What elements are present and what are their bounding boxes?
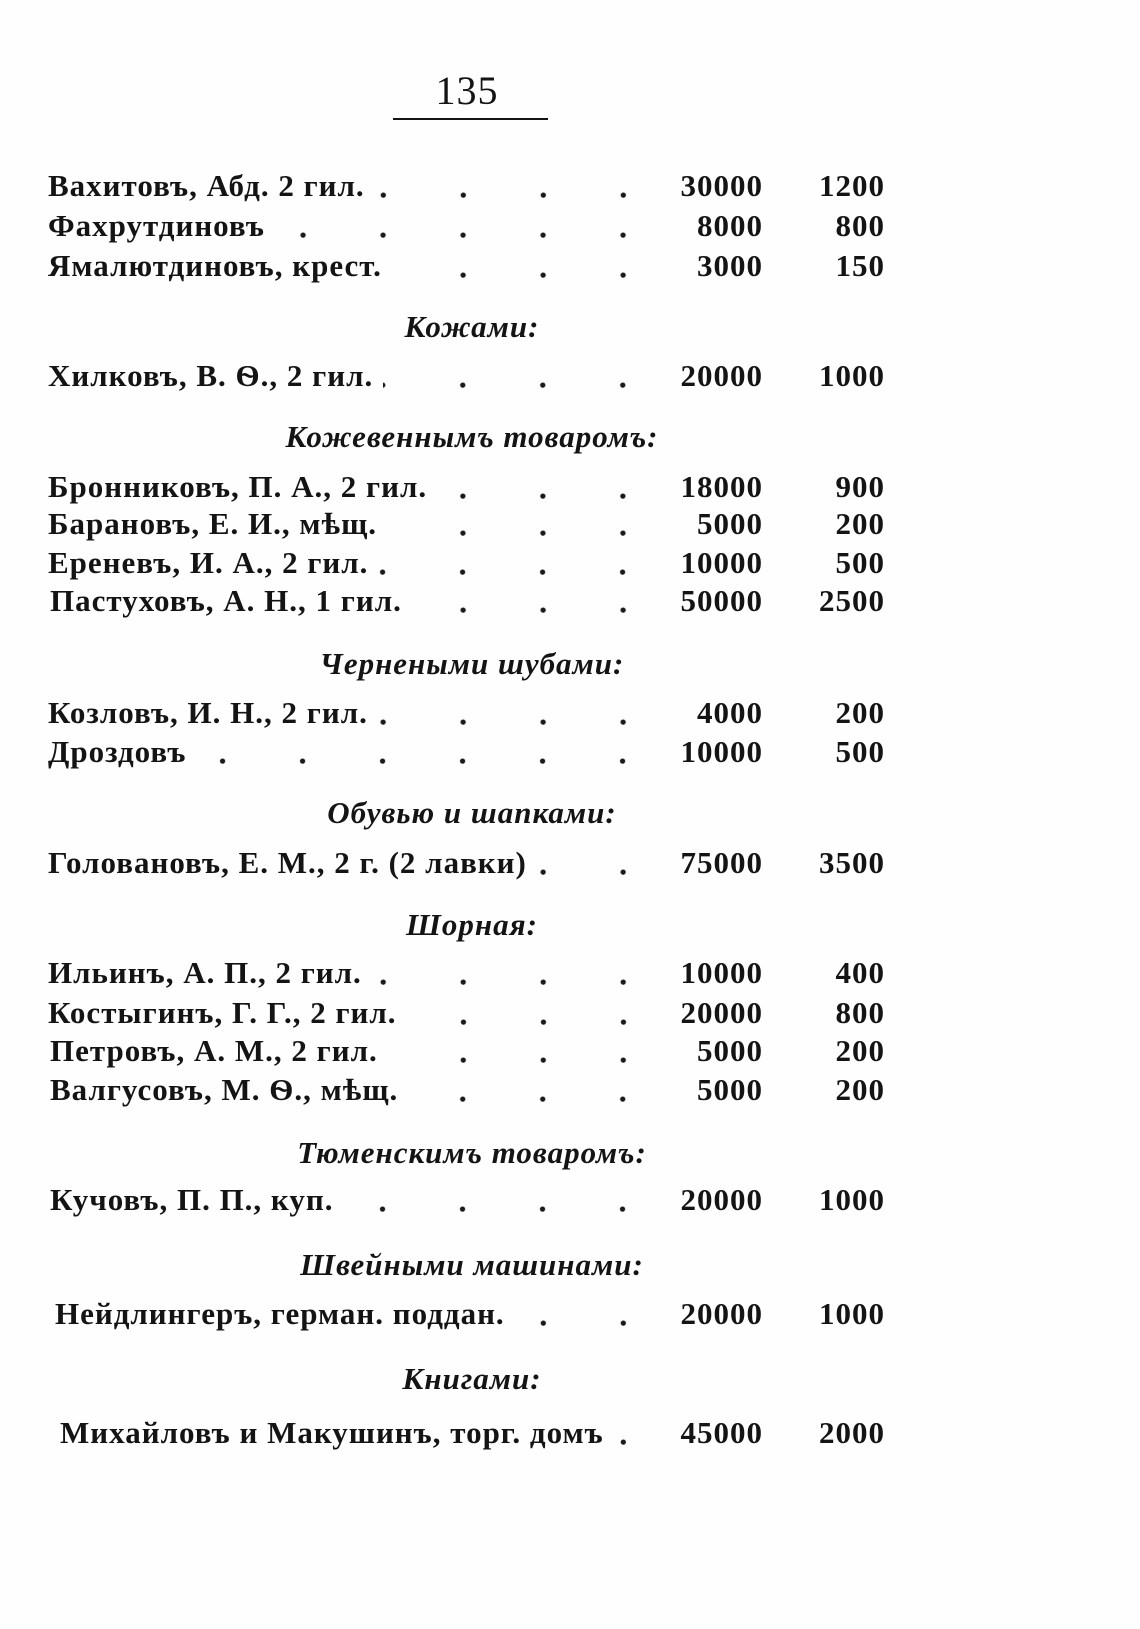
entry-row <box>50 1181 885 1219</box>
entry-row <box>55 1295 885 1333</box>
entry-amount: 8000 <box>697 208 763 243</box>
page-number-rule <box>393 118 548 120</box>
section-heading: Кожами: <box>404 309 540 344</box>
leader-dots <box>378 544 663 582</box>
leader-dots <box>388 1032 663 1070</box>
entry-row <box>48 207 885 245</box>
entry-name: Головановъ, Е. М., 2 г. (2 лавки) <box>48 845 527 880</box>
entry-tax: 1000 <box>819 1296 885 1331</box>
entry-row <box>48 733 885 771</box>
entry-row <box>48 954 885 992</box>
entry-row <box>50 1071 885 1109</box>
leader-dots <box>372 954 663 992</box>
entry-tax: 1000 <box>819 1182 885 1217</box>
entry-amount: 30000 <box>680 168 763 203</box>
entry-amount: 10000 <box>680 955 763 990</box>
entry-row <box>48 544 885 582</box>
entry-name: Михайловъ и Макушинъ, торг. домъ <box>60 1415 604 1450</box>
entry-row <box>48 994 885 1032</box>
entry-row <box>48 247 885 285</box>
entry-name: Козловъ, И. Н., 2 гил. <box>48 695 368 730</box>
entry-tax: 800 <box>835 208 885 243</box>
entry-tax: 2500 <box>819 583 885 618</box>
entry-name: Пастуховъ, А. Н., 1 гил. <box>50 583 402 618</box>
entry-amount: 5000 <box>697 506 763 541</box>
entry-row <box>48 505 885 543</box>
section-heading: Обувью и шапками: <box>327 795 617 830</box>
section-heading: Швейными машинами: <box>300 1247 644 1282</box>
entry-name: Валгусовъ, М. Ѳ., мѣщ. <box>50 1072 399 1107</box>
entry-amount: 5000 <box>697 1033 763 1068</box>
entry-tax: 200 <box>835 1033 885 1068</box>
leader-dots <box>407 994 663 1032</box>
entry-tax: 800 <box>835 995 885 1030</box>
entry-row <box>50 582 885 620</box>
entry-tax: 500 <box>835 734 885 769</box>
leader-dots <box>412 582 663 620</box>
section-heading: Тюменскимъ товаромъ: <box>297 1135 647 1170</box>
entry-amount: 4000 <box>697 695 763 730</box>
leader-dots <box>437 468 663 506</box>
section-heading: Книгами: <box>402 1361 542 1396</box>
leader-dots <box>392 247 663 285</box>
entry-amount: 3000 <box>697 248 763 283</box>
entry-tax: 200 <box>835 506 885 541</box>
entry-tax: 900 <box>835 469 885 504</box>
entry-tax: 500 <box>835 545 885 580</box>
entry-name: Барановъ, Е. И., мѣщ. <box>48 506 378 541</box>
entry-tax: 3500 <box>819 845 885 880</box>
entry-row <box>48 167 885 205</box>
entry-tax: 200 <box>835 695 885 730</box>
leader-dots <box>614 1414 663 1452</box>
entry-amount: 10000 <box>680 734 763 769</box>
entry-amount: 10000 <box>680 545 763 580</box>
entry-row <box>48 468 885 506</box>
entry-amount: 50000 <box>680 583 763 618</box>
entry-amount: 20000 <box>680 995 763 1030</box>
leader-dots <box>515 1295 663 1333</box>
leader-dots <box>387 505 663 543</box>
leader-dots <box>275 207 663 245</box>
leader-dots <box>343 1181 663 1219</box>
leader-dots <box>378 694 663 732</box>
section-heading: Шорная: <box>406 907 538 942</box>
leader-dots <box>375 167 663 205</box>
entry-name: Ильинъ, А. П., 2 гил. <box>48 955 362 990</box>
entry-row <box>50 1032 885 1070</box>
entry-name: Ямалютдиновъ, крест. <box>48 248 382 283</box>
entry-tax: 200 <box>835 1072 885 1107</box>
leader-dots <box>196 733 663 771</box>
entry-amount: 75000 <box>680 845 763 880</box>
entry-name: Петровъ, А. М., 2 гил. <box>50 1033 378 1068</box>
entry-name: Хилковъ, В. Ѳ., 2 гил. <box>48 358 374 393</box>
page-number: 135 <box>435 68 499 113</box>
entry-name: Вахитовъ, Абд. 2 гил. <box>48 168 365 203</box>
leader-dots <box>383 357 663 395</box>
entry-name: Костыгинъ, Г. Г., 2 гил. <box>48 995 397 1030</box>
entry-tax: 400 <box>835 955 885 990</box>
entry-amount: 20000 <box>680 358 763 393</box>
entry-amount: 18000 <box>680 469 763 504</box>
entry-name: Бронниковъ, П. А., 2 гил. <box>48 469 428 504</box>
leader-dots <box>537 844 663 882</box>
entry-amount: 5000 <box>697 1072 763 1107</box>
entry-name: Фахрутдиновъ <box>48 208 265 243</box>
entry-tax: 1200 <box>819 168 885 203</box>
entry-name: Ереневъ, И. А., 2 гил. <box>48 545 369 580</box>
entry-name: Кучовъ, П. П., куп. <box>50 1182 334 1217</box>
entry-tax: 2000 <box>819 1415 885 1450</box>
entry-name: Нейдлингеръ, герман. поддан. <box>55 1296 505 1331</box>
entry-row <box>48 357 885 395</box>
entry-name: Дроздовъ <box>48 734 187 769</box>
entry-row <box>48 694 885 732</box>
leader-dots <box>408 1071 663 1109</box>
section-heading: Кожевеннымъ товаромъ: <box>285 419 659 454</box>
entry-tax: 1000 <box>819 358 885 393</box>
entry-amount: 20000 <box>680 1296 763 1331</box>
entry-amount: 45000 <box>680 1415 763 1450</box>
entry-tax: 150 <box>835 248 885 283</box>
section-heading: Чернеными шубами: <box>319 646 625 681</box>
entry-row <box>60 1414 885 1452</box>
entry-amount: 20000 <box>680 1182 763 1217</box>
entry-row <box>48 844 885 882</box>
